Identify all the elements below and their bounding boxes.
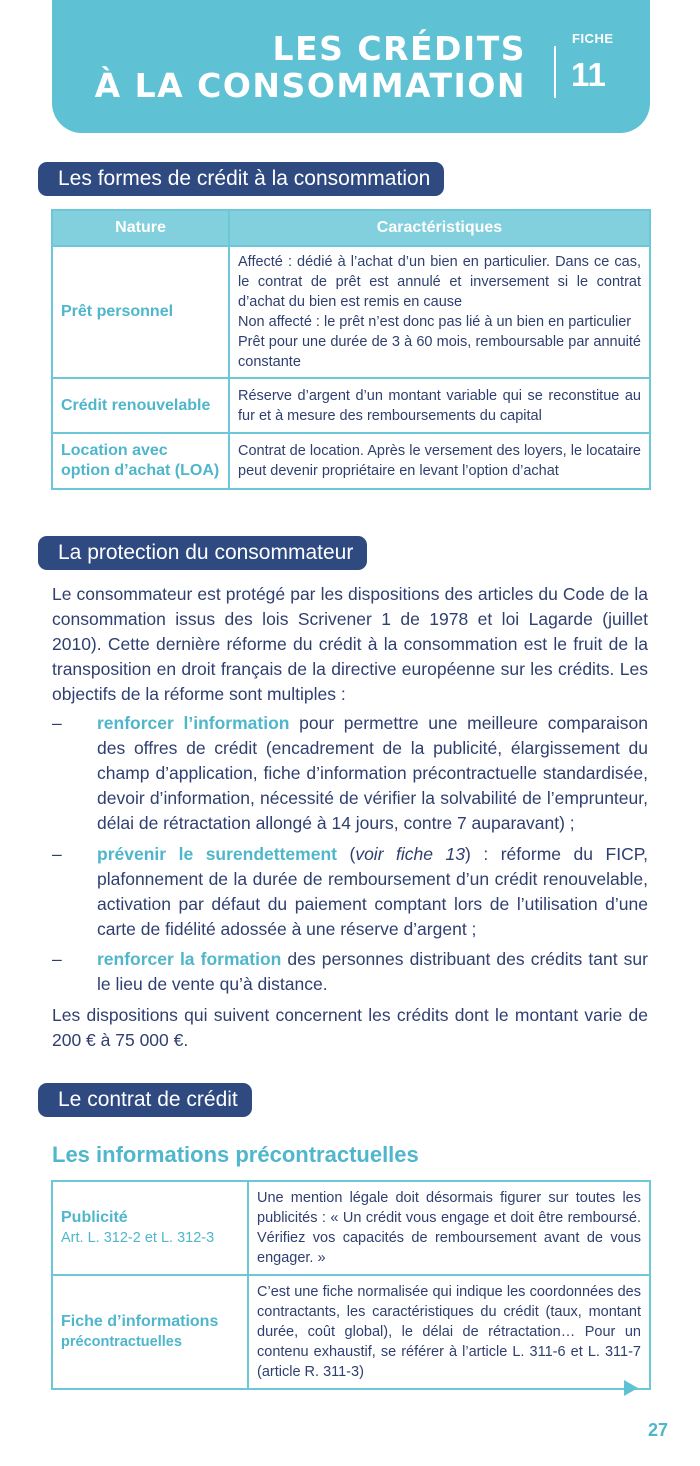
- text-line: Réserve d’argent d’un montant variable qui se reconstitue au fur et à mesure des remboursements du capital: [238, 387, 641, 424]
- fiche-number: 11: [571, 56, 606, 93]
- table-row: [52, 433, 650, 489]
- text-line: Affecté : dédié à l’achat d’un bien en particulier. Dans ce cas, le contrat de prêt est annulé et inversement si le contrat d’achat du bien est remis en cause: [238, 254, 641, 310]
- bullet-text: des personnes distribuant des crédits tant sur le lieu de vente qu’à distance.: [97, 949, 648, 994]
- list-item: [52, 947, 648, 997]
- bullet-text-open: (: [336, 844, 356, 864]
- bullet-dash: –: [52, 713, 62, 733]
- bullet-text: ) : réforme du FICP, plafonnement de la durée de remboursement d’un crédit renouvelable, activation par défaut du paiement comptant lors de l’utilisation d’une carte de fidélité adossée à une réserve d’argent ;: [97, 844, 648, 939]
- list-item: [52, 711, 648, 836]
- row-label-reference: Art. L. 312-2 et L. 312-3: [61, 1230, 215, 1246]
- row-text-publicite: Une mention légale doit désormais figurer sur toutes les publicités : « Un crédit vous engage et doit être remboursé. Vérifiez vos capacités de remboursement avant de vous engager. »: [248, 1181, 650, 1275]
- table-row: [52, 1275, 650, 1389]
- bullet-highlight: renforcer l’information: [97, 713, 290, 733]
- row-label-pret-personnel: Prêt personnel: [52, 246, 229, 378]
- header-divider: [554, 46, 556, 98]
- table-row: [52, 1181, 650, 1275]
- row-text-pret-personnel: [229, 246, 650, 378]
- bullet-text: pour permettre une meilleure comparaison des offres de crédit (encadrement de la publicité, élargissement du champ d’application, fiche d’information précontractuelle standardisée, devoir d’information, nécessité de vérifier la solvabilité de l’emprunteur, délai de rétractation allongé à 14 jours, contre 7 auparavant) ;: [97, 713, 648, 833]
- column-header-characteristics: Caractéristiques: [229, 210, 650, 246]
- row-text-fiche: C’est une fiche normalisée qui indique les coordonnées des contractants, les caractéristiques du crédit (taux, montant durée, coût global), le délai de rétractation… Pour un contenu exhaustif, se référer à l’article L. 311-6 et L. 311-7 (article R. 311-3): [248, 1275, 650, 1389]
- row-label-loa: Location avec option d’achat (LOA): [52, 433, 229, 489]
- row-label-text: Publicité: [61, 1209, 128, 1226]
- column-header-nature: Nature: [52, 210, 229, 246]
- row-label-publicite: [52, 1181, 248, 1275]
- page-number: 27: [648, 1420, 669, 1440]
- text-line: Prêt pour une durée de 3 à 60 mois, remboursable par annuité constante: [238, 334, 641, 370]
- page-title-line1: LES CRÉDITS: [272, 29, 526, 68]
- table-header-row: [52, 210, 650, 246]
- bullet-highlight: renforcer la formation: [97, 949, 282, 969]
- section-title-contract: Le contrat de crédit: [38, 1083, 252, 1117]
- credit-forms-table: [51, 209, 651, 490]
- page-header: [52, 0, 650, 133]
- continue-arrow-icon: [624, 1380, 638, 1396]
- row-label-text-line2: précontractuelles: [61, 1334, 182, 1350]
- page-title-line2: À LA CONSOMMATION: [94, 66, 526, 105]
- closing-paragraph: Les dispositions qui suivent concernent les crédits dont le montant varie de 200 € à 75 000 €.: [52, 1005, 648, 1050]
- section-title-forms: Les formes de crédit à la consommation: [38, 162, 444, 196]
- page-title: [95, 30, 526, 104]
- table-row: [52, 246, 650, 378]
- table-row: [52, 378, 650, 433]
- text-line: Contrat de location. Après le versement des loyers, le locataire peut devenir propriétaire en levant l’option d’achat: [238, 443, 641, 479]
- bullet-highlight: prévenir le surendettement: [97, 844, 337, 864]
- bullet-reference: voir fiche 13: [355, 844, 465, 864]
- row-text-credit-renouvelable: [229, 378, 650, 433]
- subsection-title: Les informations précontractuelles: [52, 1142, 419, 1167]
- row-label-fiche: [52, 1275, 248, 1389]
- intro-paragraph: Le consommateur est protégé par les dispositions des articles du Code de la consommation issus des lois Scrivener 1 de 1978 et loi Lagarde (juillet 2010). Cette dernière réforme du crédit à la consommation est le fruit de la transposition en droit français de la directive européenne sur les crédits. Les objectifs de la réforme sont multiples :: [52, 584, 648, 704]
- bullet-dash: –: [52, 949, 62, 969]
- row-label-credit-renouvelable: Crédit renouvelable: [52, 378, 229, 433]
- row-label-text: Fiche d’informations: [61, 1313, 219, 1330]
- text-line: Non affecté : le prêt n’est donc pas lié à un bien en particulier: [238, 314, 632, 330]
- section-title-protection: La protection du consommateur: [38, 536, 367, 570]
- list-item: [52, 842, 648, 942]
- row-text-loa: [229, 433, 650, 489]
- precontract-info-table: [51, 1180, 651, 1390]
- bullet-dash: –: [52, 844, 62, 864]
- fiche-label: FICHE: [572, 31, 614, 46]
